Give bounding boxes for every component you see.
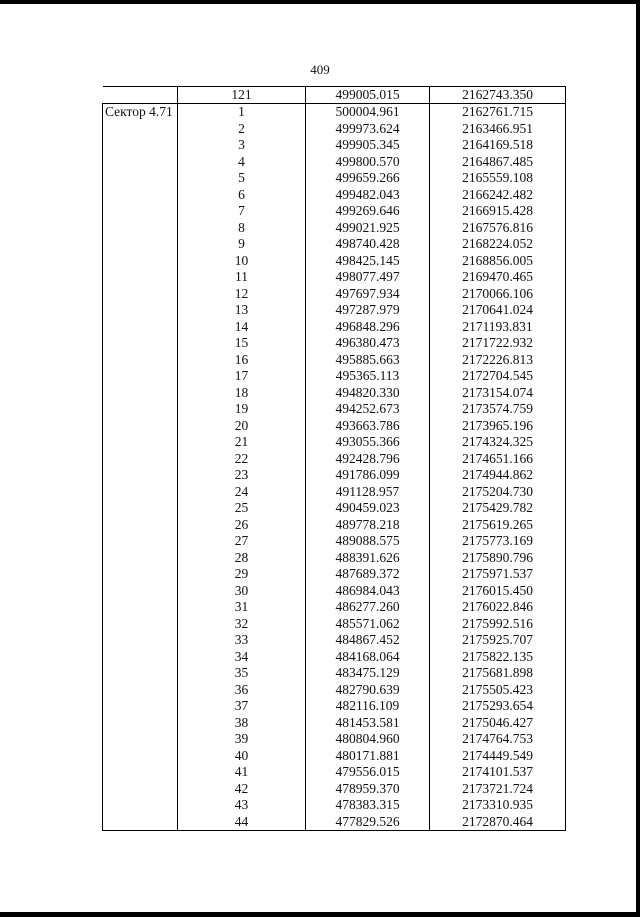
- y-coordinate: 2171193.831: [430, 319, 566, 336]
- y-coordinate: 2175992.516: [430, 616, 566, 633]
- table-row: [103, 302, 566, 319]
- table-row: [103, 764, 566, 781]
- sector-cell-empty: [103, 385, 178, 402]
- table-row: [103, 599, 566, 616]
- y-coordinate: 2162743.350: [430, 87, 566, 104]
- point-number: 16: [178, 352, 306, 369]
- point-number: 19: [178, 401, 306, 418]
- table-row: [103, 731, 566, 748]
- y-coordinate: 2175619.265: [430, 517, 566, 534]
- y-coordinate: 2175046.427: [430, 715, 566, 732]
- table-row: [103, 434, 566, 451]
- point-number: 37: [178, 698, 306, 715]
- point-number: 25: [178, 500, 306, 517]
- x-coordinate: 495365.113: [306, 368, 430, 385]
- x-coordinate: 499482.043: [306, 187, 430, 204]
- sector-cell-empty: [103, 517, 178, 534]
- x-coordinate: 497287.979: [306, 302, 430, 319]
- point-number: 3: [178, 137, 306, 154]
- point-number: 41: [178, 764, 306, 781]
- x-coordinate: 499973.624: [306, 121, 430, 138]
- table-row: [103, 632, 566, 649]
- y-coordinate: 2175971.537: [430, 566, 566, 583]
- y-coordinate: 2172226.813: [430, 352, 566, 369]
- point-number: 6: [178, 187, 306, 204]
- point-number: 5: [178, 170, 306, 187]
- table-row: [103, 797, 566, 814]
- point-number: 24: [178, 484, 306, 501]
- sector-cell-empty: [103, 566, 178, 583]
- sector-cell-empty: [103, 203, 178, 220]
- table-row: [103, 170, 566, 187]
- y-coordinate: 2162761.715: [430, 104, 566, 121]
- point-number: 30: [178, 583, 306, 600]
- point-number: 15: [178, 335, 306, 352]
- table-row: [103, 401, 566, 418]
- x-coordinate: 487689.372: [306, 566, 430, 583]
- table-row: [103, 649, 566, 666]
- point-number: 22: [178, 451, 306, 468]
- x-coordinate: 485571.062: [306, 616, 430, 633]
- y-coordinate: 2170066.106: [430, 286, 566, 303]
- sector-cell-empty: [103, 352, 178, 369]
- y-coordinate: 2175505.423: [430, 682, 566, 699]
- y-coordinate: 2168856.005: [430, 253, 566, 270]
- point-number: 34: [178, 649, 306, 666]
- x-coordinate: 481453.581: [306, 715, 430, 732]
- table-row: [103, 484, 566, 501]
- table-row: [103, 814, 566, 831]
- x-coordinate: 499905.345: [306, 137, 430, 154]
- x-coordinate: 480171.881: [306, 748, 430, 765]
- x-coordinate: 480804.960: [306, 731, 430, 748]
- sector-cell-empty: [103, 137, 178, 154]
- sector-cell-empty: [103, 302, 178, 319]
- x-coordinate: 496848.296: [306, 319, 430, 336]
- sector-label: Сектор 4.71: [103, 104, 178, 121]
- sector-cell-empty: [103, 698, 178, 715]
- x-coordinate: 493663.786: [306, 418, 430, 435]
- y-coordinate: 2175204.730: [430, 484, 566, 501]
- x-coordinate: 497697.934: [306, 286, 430, 303]
- table-row: [103, 583, 566, 600]
- y-coordinate: 2175681.898: [430, 665, 566, 682]
- point-number: 20: [178, 418, 306, 435]
- y-coordinate: 2174944.862: [430, 467, 566, 484]
- x-coordinate: 491786.099: [306, 467, 430, 484]
- table-row: [103, 154, 566, 171]
- table-row: [103, 500, 566, 517]
- sector-cell-empty: [103, 434, 178, 451]
- table-row: [103, 550, 566, 567]
- y-coordinate: 2173310.935: [430, 797, 566, 814]
- table-row: [103, 121, 566, 138]
- y-coordinate: 2163466.951: [430, 121, 566, 138]
- table-row: [103, 517, 566, 534]
- x-coordinate: 482790.639: [306, 682, 430, 699]
- page-edge-bottom: [0, 912, 640, 917]
- table-row: [103, 286, 566, 303]
- table-row: [103, 269, 566, 286]
- point-number: 28: [178, 550, 306, 567]
- sector-cell-empty: [103, 682, 178, 699]
- sector-cell-empty: [103, 500, 178, 517]
- sector-cell-empty: [103, 253, 178, 270]
- table-row: [103, 187, 566, 204]
- x-coordinate: 490459.023: [306, 500, 430, 517]
- y-coordinate: 2166915.428: [430, 203, 566, 220]
- table-row: [103, 566, 566, 583]
- y-coordinate: 2169470.465: [430, 269, 566, 286]
- sector-cell-empty: [103, 599, 178, 616]
- y-coordinate: 2166242.482: [430, 187, 566, 204]
- point-number: 27: [178, 533, 306, 550]
- y-coordinate: 2175293.654: [430, 698, 566, 715]
- x-coordinate: 500004.961: [306, 104, 430, 121]
- point-number: 23: [178, 467, 306, 484]
- table-row: [103, 253, 566, 270]
- point-number: 18: [178, 385, 306, 402]
- x-coordinate: 496380.473: [306, 335, 430, 352]
- point-number: 31: [178, 599, 306, 616]
- x-coordinate: 491128.957: [306, 484, 430, 501]
- table-row: [103, 715, 566, 732]
- table-row: [103, 451, 566, 468]
- point-number: 9: [178, 236, 306, 253]
- y-coordinate: 2174764.753: [430, 731, 566, 748]
- x-coordinate: 488391.626: [306, 550, 430, 567]
- sector-cell-empty: [103, 286, 178, 303]
- point-number: 7: [178, 203, 306, 220]
- sector-cell-empty: [103, 715, 178, 732]
- table-row: [103, 698, 566, 715]
- point-number: 38: [178, 715, 306, 732]
- sector-cell-empty: [103, 220, 178, 237]
- sector-cell-empty: [103, 269, 178, 286]
- x-coordinate: 492428.796: [306, 451, 430, 468]
- point-number: 39: [178, 731, 306, 748]
- sector-cell-empty: [103, 649, 178, 666]
- sector-cell-empty: [103, 632, 178, 649]
- y-coordinate: 2173574.759: [430, 401, 566, 418]
- y-coordinate: 2170641.024: [430, 302, 566, 319]
- x-coordinate: 498077.497: [306, 269, 430, 286]
- x-coordinate: 479556.015: [306, 764, 430, 781]
- table-row: [103, 368, 566, 385]
- sector-cell-empty: [103, 814, 178, 831]
- y-coordinate: 2175890.796: [430, 550, 566, 567]
- point-number: 21: [178, 434, 306, 451]
- y-coordinate: 2171722.932: [430, 335, 566, 352]
- point-number: 40: [178, 748, 306, 765]
- sector-cell-empty: [103, 665, 178, 682]
- point-number: 11: [178, 269, 306, 286]
- point-number: 33: [178, 632, 306, 649]
- sector-cell-empty: [103, 236, 178, 253]
- table-row: [103, 665, 566, 682]
- sector-cell-empty: [103, 335, 178, 352]
- coordinates-table: [102, 86, 566, 831]
- point-number: 12: [178, 286, 306, 303]
- table-row: [103, 682, 566, 699]
- table-row: [103, 319, 566, 336]
- y-coordinate: 2175822.135: [430, 649, 566, 666]
- sector-cell-empty: [103, 484, 178, 501]
- point-number: 2: [178, 121, 306, 138]
- x-coordinate: 489088.575: [306, 533, 430, 550]
- sector-cell-empty: [103, 401, 178, 418]
- page-edge-right: [636, 0, 640, 917]
- x-coordinate: 478959.370: [306, 781, 430, 798]
- table-row: [103, 236, 566, 253]
- sector-cell-empty: [103, 583, 178, 600]
- sector-cell-empty: [103, 368, 178, 385]
- x-coordinate: 493055.366: [306, 434, 430, 451]
- point-number: 1: [178, 104, 306, 121]
- point-number: 121: [178, 87, 306, 104]
- x-coordinate: 484168.064: [306, 649, 430, 666]
- y-coordinate: 2176022.846: [430, 599, 566, 616]
- sector-cell-empty: [103, 451, 178, 468]
- sector-cell-empty: [103, 170, 178, 187]
- table-row: [103, 616, 566, 633]
- sector-cell-empty: [103, 467, 178, 484]
- point-number: 29: [178, 566, 306, 583]
- table-row: [103, 104, 566, 121]
- x-coordinate: 483475.129: [306, 665, 430, 682]
- point-number: 35: [178, 665, 306, 682]
- y-coordinate: 2164867.485: [430, 154, 566, 171]
- point-number: 10: [178, 253, 306, 270]
- sector-cell-empty: [103, 121, 178, 138]
- sector-cell-empty: [103, 319, 178, 336]
- x-coordinate: 486277.260: [306, 599, 430, 616]
- sector-cell-empty: [103, 87, 178, 104]
- point-number: 26: [178, 517, 306, 534]
- table-row: [103, 533, 566, 550]
- x-coordinate: 482116.109: [306, 698, 430, 715]
- y-coordinate: 2175773.169: [430, 533, 566, 550]
- x-coordinate: 494820.330: [306, 385, 430, 402]
- y-coordinate: 2175429.782: [430, 500, 566, 517]
- x-coordinate: 499005.015: [306, 87, 430, 104]
- table-row: [103, 220, 566, 237]
- table-row: [103, 203, 566, 220]
- table-row: [103, 418, 566, 435]
- page-edge-top: [0, 0, 640, 4]
- x-coordinate: 499269.646: [306, 203, 430, 220]
- sector-cell-empty: [103, 797, 178, 814]
- page-number: 409: [310, 62, 330, 77]
- x-coordinate: 498425.145: [306, 253, 430, 270]
- point-number: 36: [178, 682, 306, 699]
- y-coordinate: 2172870.464: [430, 814, 566, 831]
- y-coordinate: 2173721.724: [430, 781, 566, 798]
- y-coordinate: 2174651.166: [430, 451, 566, 468]
- point-number: 14: [178, 319, 306, 336]
- sector-cell-empty: [103, 764, 178, 781]
- y-coordinate: 2164169.518: [430, 137, 566, 154]
- point-number: 17: [178, 368, 306, 385]
- table-row: [103, 385, 566, 402]
- x-coordinate: 484867.452: [306, 632, 430, 649]
- sector-cell-empty: [103, 616, 178, 633]
- table-row: [103, 87, 566, 104]
- point-number: 8: [178, 220, 306, 237]
- y-coordinate: 2175925.707: [430, 632, 566, 649]
- point-number: 4: [178, 154, 306, 171]
- x-coordinate: 499800.570: [306, 154, 430, 171]
- point-number: 42: [178, 781, 306, 798]
- sector-cell-empty: [103, 731, 178, 748]
- sector-cell-empty: [103, 748, 178, 765]
- x-coordinate: 478383.315: [306, 797, 430, 814]
- table-row: [103, 781, 566, 798]
- sector-cell-empty: [103, 187, 178, 204]
- x-coordinate: 494252.673: [306, 401, 430, 418]
- table-row: [103, 748, 566, 765]
- x-coordinate: 477829.526: [306, 814, 430, 831]
- y-coordinate: 2173965.196: [430, 418, 566, 435]
- y-coordinate: 2168224.052: [430, 236, 566, 253]
- sector-cell-empty: [103, 533, 178, 550]
- table-row: [103, 467, 566, 484]
- sector-cell-empty: [103, 781, 178, 798]
- x-coordinate: 489778.218: [306, 517, 430, 534]
- x-coordinate: 495885.663: [306, 352, 430, 369]
- sector-cell-empty: [103, 154, 178, 171]
- sector-cell-empty: [103, 418, 178, 435]
- y-coordinate: 2174101.537: [430, 764, 566, 781]
- y-coordinate: 2167576.816: [430, 220, 566, 237]
- x-coordinate: 486984.043: [306, 583, 430, 600]
- table-row: [103, 335, 566, 352]
- y-coordinate: 2174449.549: [430, 748, 566, 765]
- table-row: [103, 137, 566, 154]
- point-number: 32: [178, 616, 306, 633]
- y-coordinate: 2174324.325: [430, 434, 566, 451]
- y-coordinate: 2165559.108: [430, 170, 566, 187]
- x-coordinate: 499021.925: [306, 220, 430, 237]
- x-coordinate: 498740.428: [306, 236, 430, 253]
- sector-cell-empty: [103, 550, 178, 567]
- x-coordinate: 499659.266: [306, 170, 430, 187]
- point-number: 44: [178, 814, 306, 831]
- y-coordinate: 2176015.450: [430, 583, 566, 600]
- y-coordinate: 2173154.074: [430, 385, 566, 402]
- table-row: [103, 352, 566, 369]
- y-coordinate: 2172704.545: [430, 368, 566, 385]
- point-number: 13: [178, 302, 306, 319]
- point-number: 43: [178, 797, 306, 814]
